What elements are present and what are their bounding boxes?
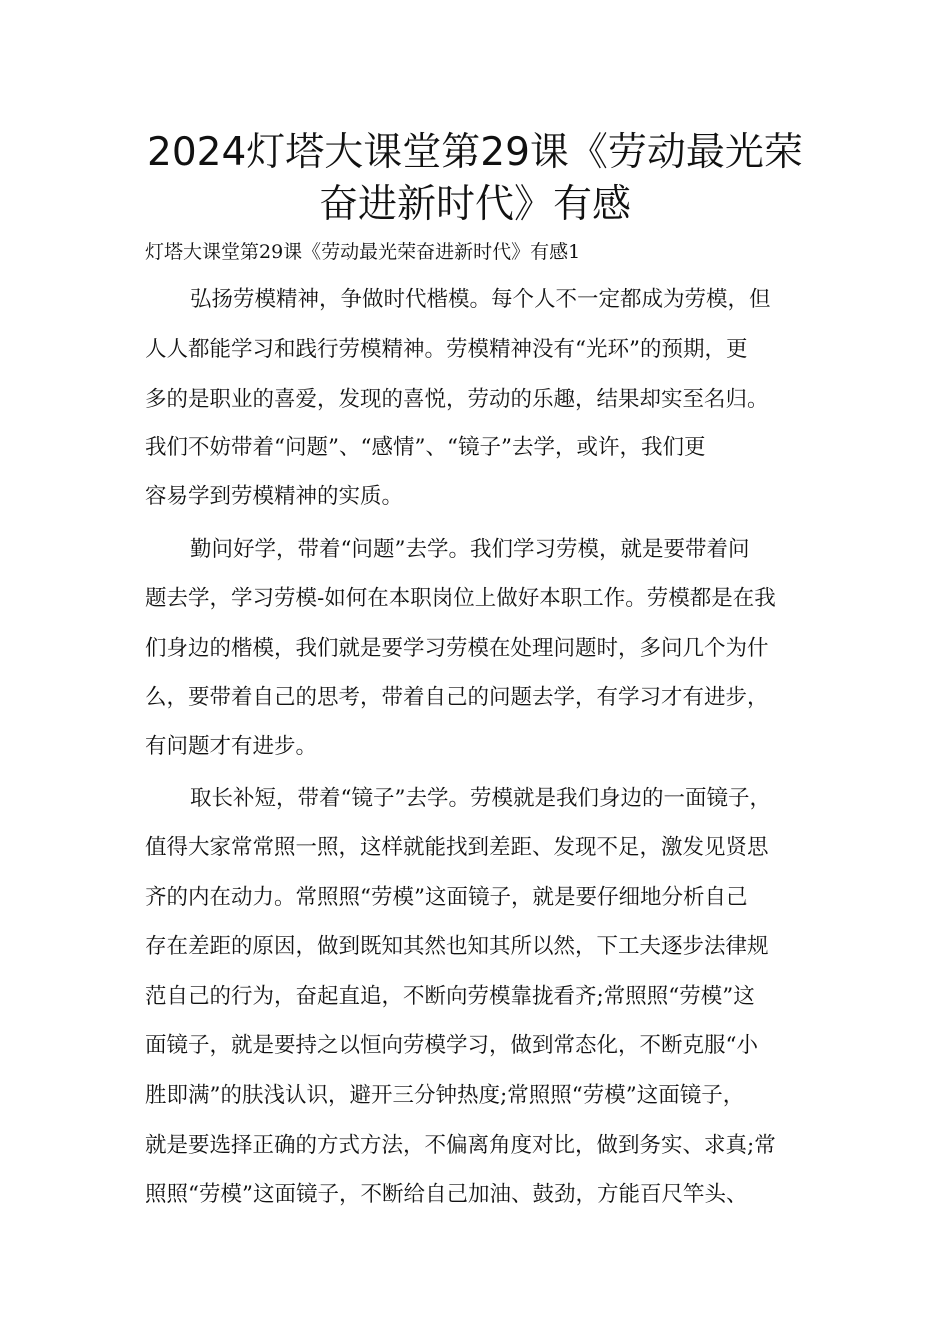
paragraph-3-line-7: 胜即满”的肤浅认识，避开三分钟热度;常照照“劳模”这面镜子， — [145, 1083, 745, 1108]
document-title-line-1: 2024灯塔大课堂第29课《劳动最光荣 — [147, 130, 803, 175]
paragraph-2-line-3: 们身边的楷模，我们就是要学习劳模在处理问题时，多问几个为什 — [145, 636, 769, 661]
paragraph-1-line-2: 人人都能学习和践行劳模精神。劳模精神没有“光环”的预期，更 — [145, 337, 748, 362]
paragraph-3-line-4: 存在差距的原因，做到既知其然也知其所以然，下工夫逐步法律规 — [145, 934, 769, 959]
paragraph-3-line-6: 面镜子，就是要持之以恒向劳模学习，做到常态化，不断克服“小 — [145, 1033, 758, 1058]
paragraph-3-line-1: 取长补短，带着“镜子”去学。劳模就是我们身边的一面镜子， — [190, 786, 771, 811]
paragraph-3-line-3: 齐的内在动力。常照照“劳模”这面镜子，就是要仔细地分析自己 — [145, 885, 748, 910]
paragraph-1-line-1: 弘扬劳模精神，争做时代楷模。每个人不一定都成为劳模，但 — [190, 287, 771, 312]
paragraph-1-line-4: 我们不妨带着“问题”、“感情”、“镜子”去学，或许，我们更 — [145, 435, 706, 460]
paragraph-2-line-4: 么，要带着自己的思考，带着自己的问题去学，有学习才有进步， — [145, 685, 769, 710]
document-title-line-2: 奋进新时代》有感 — [318, 182, 631, 227]
document-subtitle: 灯塔大课堂第29课《劳动最光荣奋进新时代》有感1 — [145, 241, 581, 263]
paragraph-3-line-2: 值得大家常常照一照，这样就能找到差距、发现不足，激发见贤思 — [145, 835, 769, 860]
paragraph-3-line-5: 范自己的行为，奋起直追，不断向劳模靠拢看齐;常照照“劳模”这 — [145, 984, 755, 1009]
paragraph-1-line-5: 容易学到劳模精神的实质。 — [145, 484, 404, 509]
paragraph-3-line-9: 照照“劳模”这面镜子，不断给自己加油、鼓劲，方能百尺竿头、 — [145, 1182, 748, 1207]
paragraph-3-line-8: 就是要选择正确的方式方法，不偏离角度对比，做到务实、求真;常 — [145, 1133, 776, 1158]
paragraph-2-line-5: 有问题才有进步。 — [145, 734, 318, 759]
paragraph-1-line-3: 多的是职业的喜爱，发现的喜悦，劳动的乐趣，结果却实至名归。 — [145, 387, 769, 412]
paragraph-2-line-2: 题去学，学习劳模-如何在本职岗位上做好本职工作。劳模都是在我 — [145, 586, 776, 611]
paragraph-2-line-1: 勤问好学，带着“问题”去学。我们学习劳模，就是要带着问 — [190, 537, 750, 562]
